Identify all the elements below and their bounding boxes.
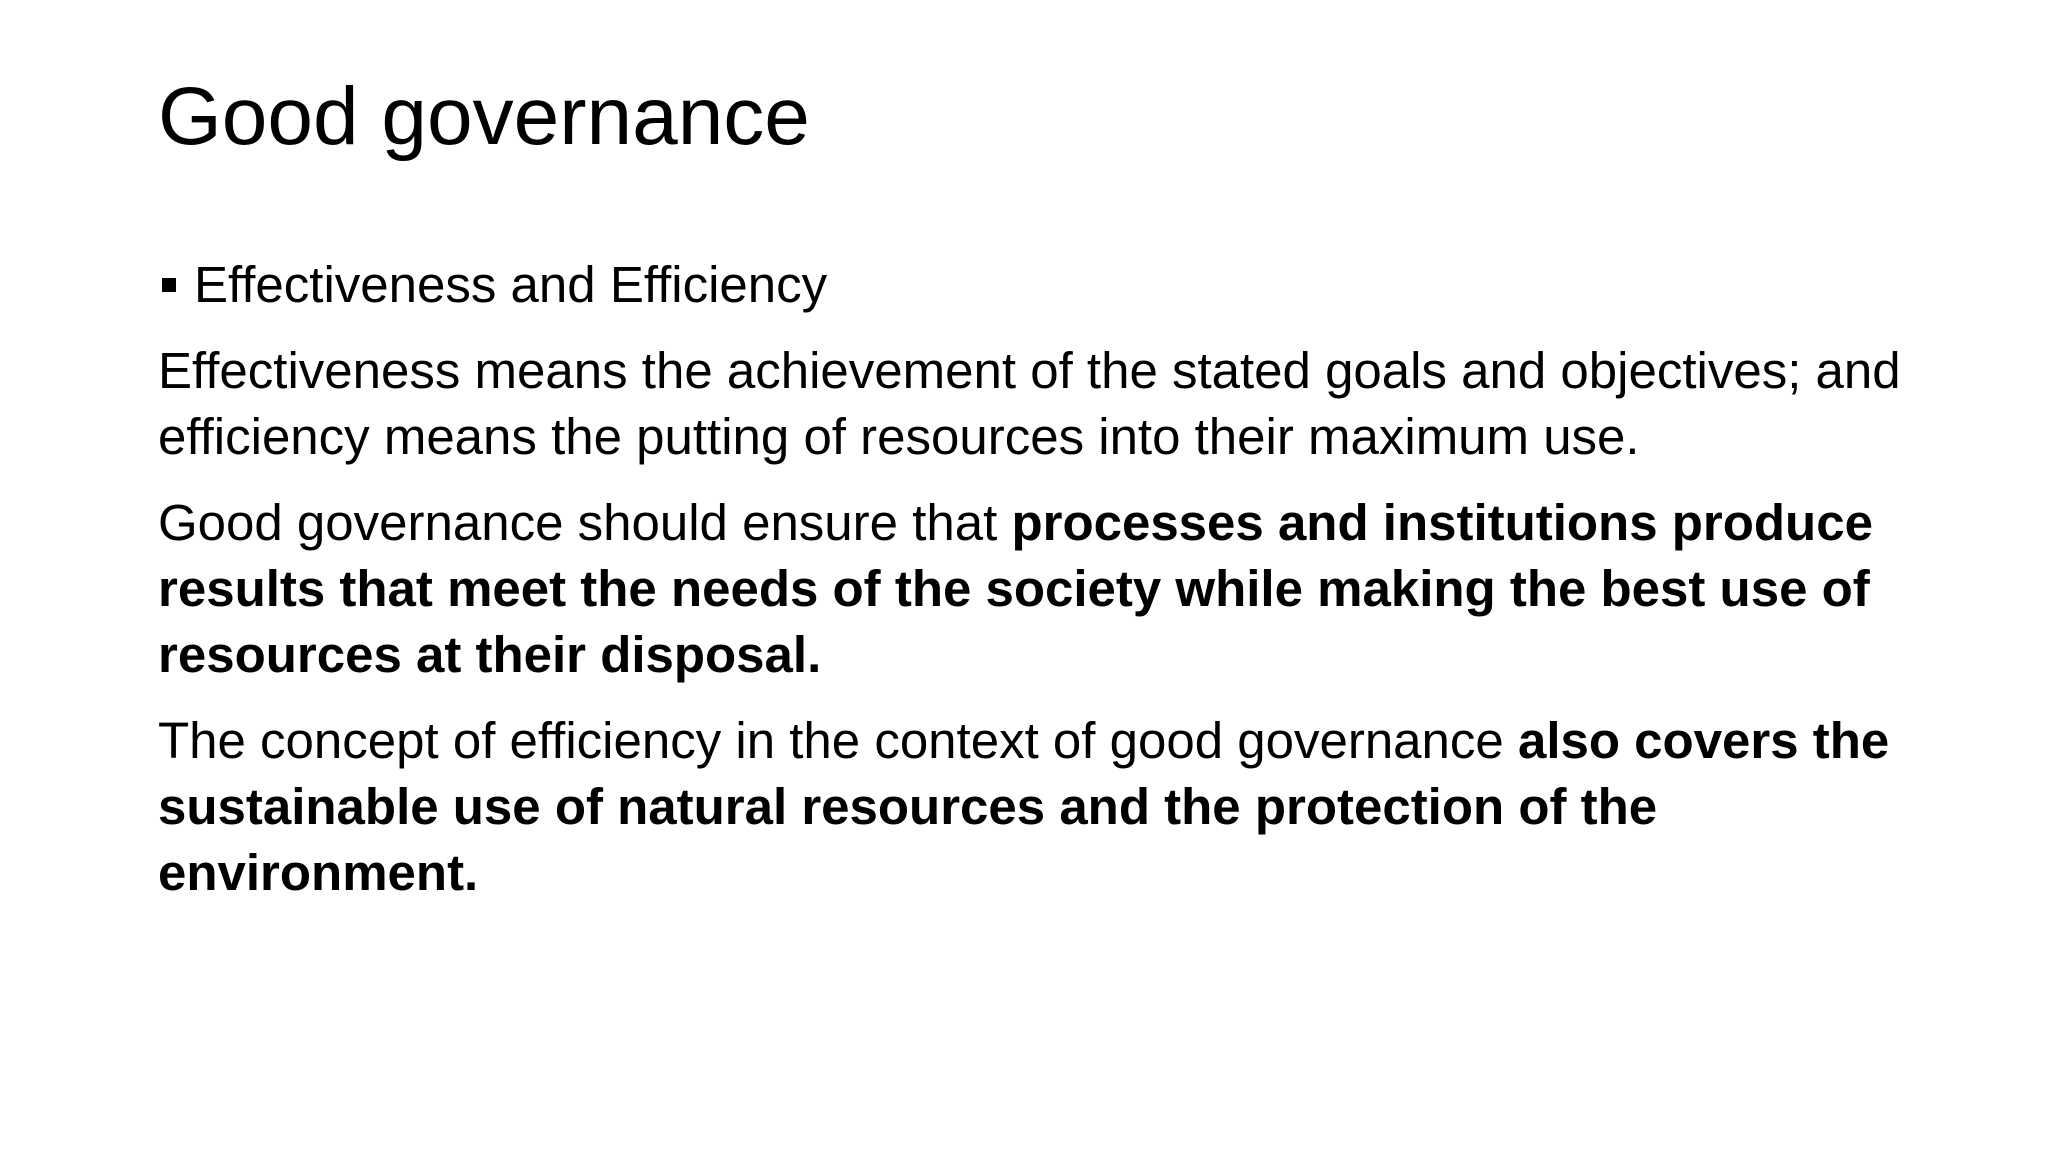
slide-content [158,252,1918,926]
slide-title: Good governance [158,71,810,162]
paragraph-good-governance [158,490,1918,688]
paragraph-effectiveness [158,338,1918,470]
bullet-text: Effectiveness and Efficiency [194,256,828,313]
paragraph-efficiency-concept [158,708,1918,906]
paragraph-normal-text: Good governance should ensure that [158,494,1012,551]
paragraph-normal-text: The concept of efficiency in the context of good governance [158,712,1518,769]
paragraph-bold-text: also covers the sustainable use of natural resources and the protection of the environment. [158,712,1890,901]
paragraph-bold-text: processes and institutions produce results that meet the needs of the society while making the best use of resources at their disposal. [158,494,1873,683]
bullet-item [158,252,1918,318]
square-bullet-icon [162,278,176,292]
paragraph-text: Effectiveness means the achievement of the stated goals and objectives; and efficiency means the putting of resources into their maximum use. [158,342,1901,465]
